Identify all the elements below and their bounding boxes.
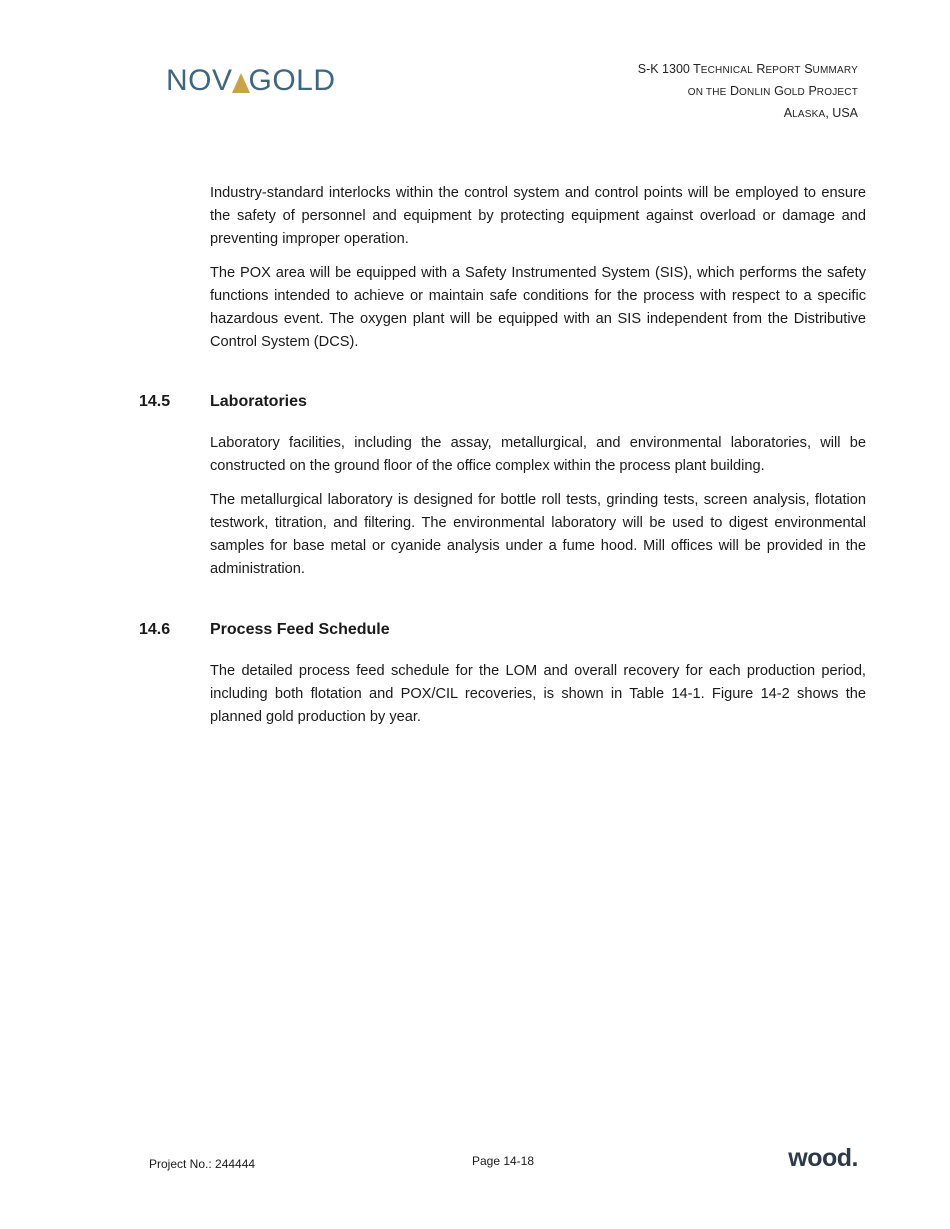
section-paragraph: Laboratory facilities, including the assay, metallurgical, and environmental laboratories, will be constructed on the ground floor of the office complex within the process plant building. bbox=[210, 435, 866, 474]
section-heading bbox=[139, 391, 866, 413]
report-title-line-2: ON THE DONLIN GOLD PROJECT bbox=[687, 84, 858, 98]
logo-text-start: NOV bbox=[166, 64, 233, 97]
intro-paragraph: The POX area will be equipped with a Safety Instrumented System (SIS), which performs the safety functions intended to achieve or maintain safe conditions for the process with respect to a specific hazardous event. The oxygen plant will be equipped with an SIS independent from the Distributive Control System (DCS). bbox=[210, 265, 866, 350]
logo-triangle-icon bbox=[232, 73, 250, 93]
section-paragraph: The metallurgical laboratory is designed for bottle roll tests, grinding tests, screen analysis, flotation testwork, titration, and filtering. The environmental laboratory will be used to digest environmental samples for base metal or cyanide analysis under a fume hood. Mill offices will be provided in the administration. bbox=[210, 492, 866, 577]
section-body bbox=[210, 432, 866, 581]
report-title-block bbox=[638, 59, 858, 125]
section-body bbox=[210, 660, 866, 729]
section-title: Laboratories bbox=[210, 393, 307, 410]
report-title-line-3: ALASKA, USA bbox=[783, 106, 858, 120]
logo-text-end: GOLD bbox=[248, 64, 336, 97]
section-heading bbox=[139, 619, 866, 641]
section-number: 14.6 bbox=[139, 621, 171, 638]
report-title-line-1: S-K 1300 TECHNICAL REPORT SUMMARY bbox=[637, 62, 858, 76]
project-number: Project No.: 244444 bbox=[149, 1157, 256, 1171]
wood-logo: wood. bbox=[788, 1144, 858, 1172]
section-laboratories bbox=[139, 391, 866, 592]
section-number: 14.5 bbox=[139, 393, 171, 410]
intro-paragraph: Industry-standard interlocks within the control system and control points will be employed to ensure the safety of personnel and equipment by protecting equipment against overload or damage and preventing improper operation. bbox=[210, 185, 866, 247]
novagold-logo bbox=[166, 64, 336, 98]
section-paragraph: The detailed process feed schedule for the LOM and overall recovery for each production period, including both flotation and POX/CIL recoveries, is shown in Table 14-1. Figure 14-2 shows the planned gold production by year. bbox=[210, 663, 866, 725]
section-title: Process Feed Schedule bbox=[210, 621, 390, 638]
section-process-feed-schedule bbox=[139, 619, 866, 740]
intro-content bbox=[210, 182, 866, 365]
page-number: Page 14-18 bbox=[471, 1154, 535, 1168]
